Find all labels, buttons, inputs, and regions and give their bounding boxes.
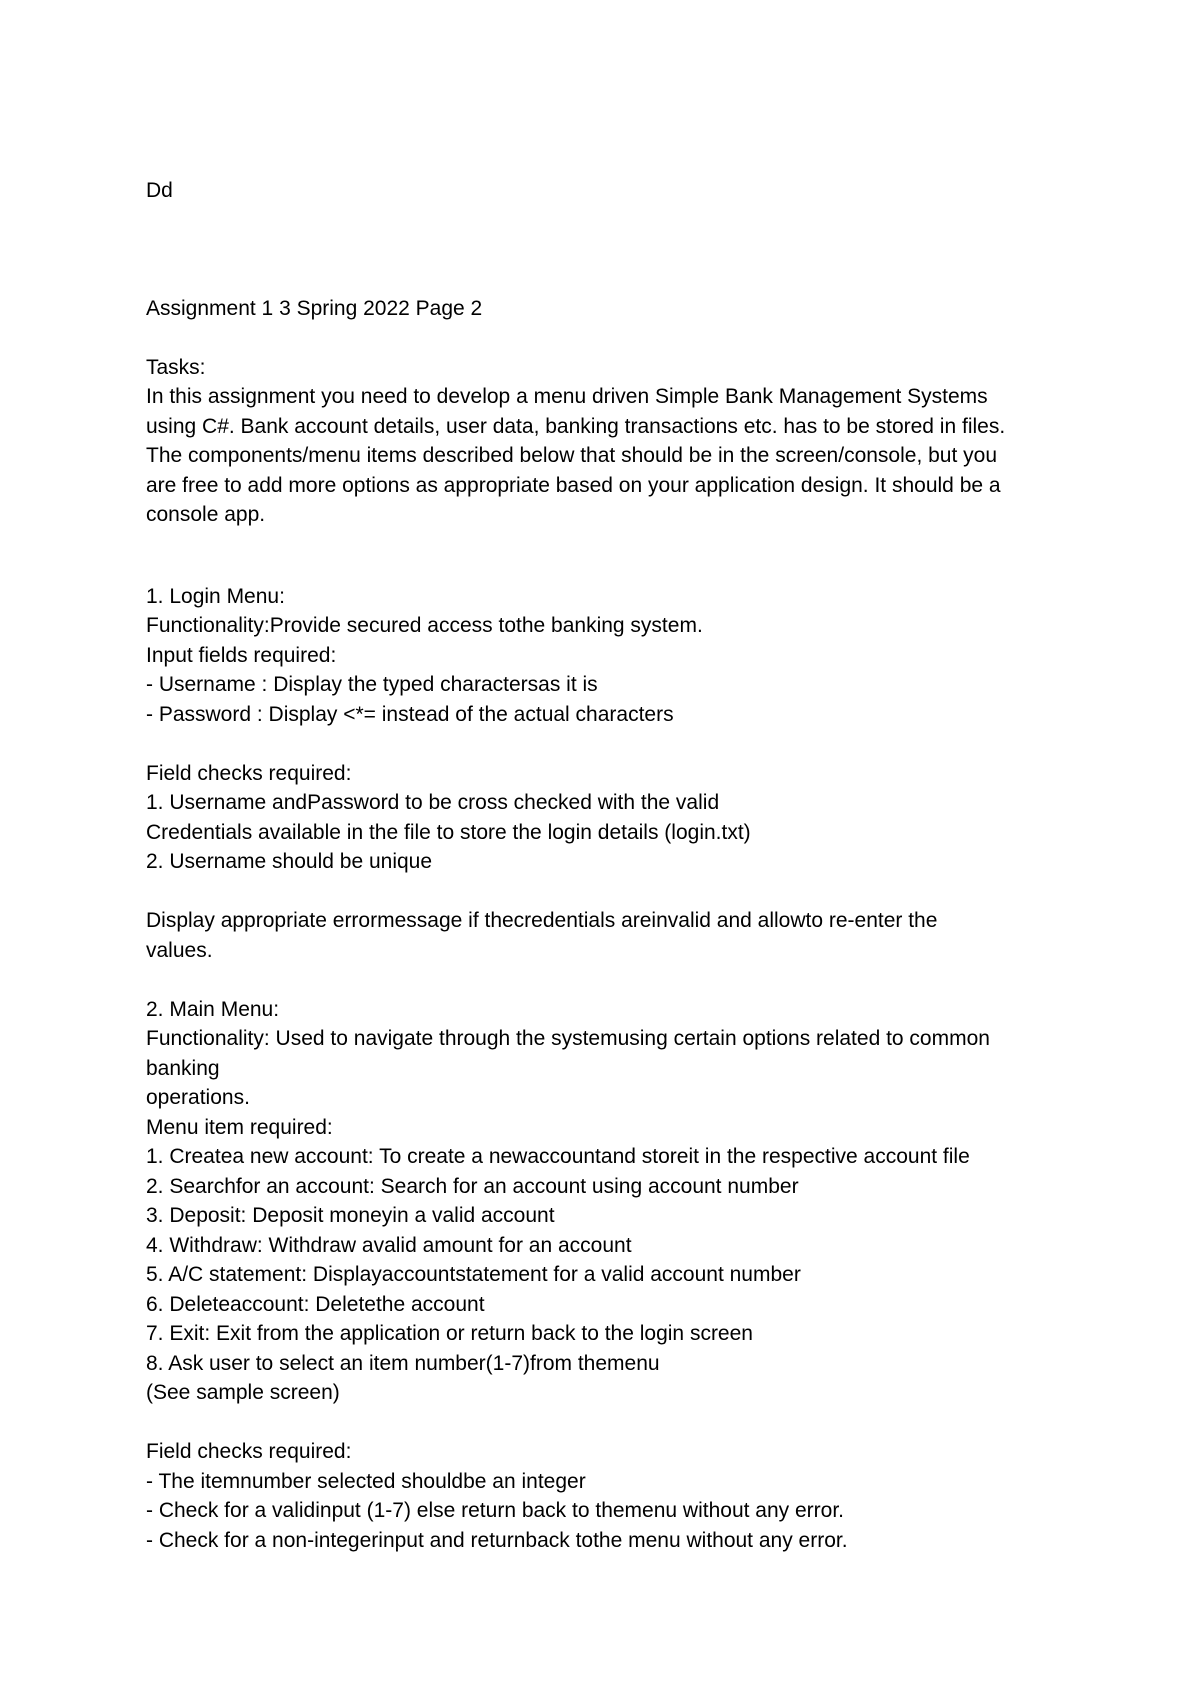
spacer — [146, 323, 1086, 353]
main-menu-item: 1. Createa new account: To create a newaccountand storeit in the respective account file — [146, 1145, 970, 1168]
main-menu-checks-label: Field checks required: — [146, 1440, 352, 1463]
login-input-item: - Username : Display the typed charactersas it is — [146, 673, 598, 696]
tasks-label: Tasks: — [146, 355, 206, 379]
login-functionality: Functionality:Provide secured access tothe banking system. — [146, 614, 703, 637]
main-menu-check-item: - Check for a validinput (1-7) else return back to themenu without any error. — [146, 1499, 845, 1522]
main-menu-title: 2. Main Menu: — [146, 997, 280, 1021]
login-error-line: Display appropriate errormessage if thecredentials areinvalid and allowto re-enter the — [146, 909, 938, 932]
main-menu-item: 2. Searchfor an account: Search for an account using account number — [146, 1174, 799, 1198]
main-menu-functionality: Functionality: Used to navigate through the systemusing certain options related to common — [146, 1027, 990, 1050]
login-checks-label: Field checks required: — [146, 761, 352, 785]
spacer — [146, 206, 1086, 294]
login-input-item: - Password : Display <*= instead of the actual characters — [146, 702, 674, 726]
main-menu-item: 5. A/C statement: Displayaccountstatement for a valid account number — [146, 1263, 801, 1286]
main-menu-check-item: - The itemnumber selected shouldbe an integer — [146, 1469, 586, 1493]
login-menu-title: 1. Login Menu: — [146, 584, 285, 608]
intro-line: using C#. Bank account details, user data, banking transactions etc. has to be stored in files. — [146, 414, 1006, 438]
intro-line: The components/menu items described below that should be in the screen/console, but you — [146, 444, 998, 467]
main-menu-check-item: - Check for a non-integerinput and returnback tothe menu without any error. — [146, 1528, 848, 1552]
main-menu-item: 3. Deposit: Deposit moneyin a valid account — [146, 1204, 555, 1227]
main-menu-item: 8. Ask user to select an item number(1-7)from themenu — [146, 1351, 660, 1375]
main-menu-item: (See sample screen) — [146, 1381, 340, 1404]
main-menu-item: 4. Withdraw: Withdraw avalid amount for an account — [146, 1233, 632, 1257]
spacer — [146, 1408, 1086, 1438]
login-check-item: 1. Username andPassword to be cross checked with the valid — [146, 791, 720, 814]
main-menu-item: 6. Deleteaccount: Deletethe account — [146, 1292, 485, 1316]
spacer — [146, 729, 1086, 759]
page-header: Assignment 1 3 Spring 2022 Page 2 — [146, 296, 483, 320]
intro-line: In this assignment you need to develop a menu driven Simple Bank Management Systems — [146, 385, 988, 408]
spacer — [146, 877, 1086, 907]
top-note: Dd — [146, 179, 173, 202]
intro-line: console app. — [146, 503, 266, 526]
main-menu-functionality: operations. — [146, 1086, 250, 1109]
login-check-item: 2. Username should be unique — [146, 850, 433, 873]
main-menu-functionality: banking — [146, 1056, 220, 1080]
main-menu-items-label: Menu item required: — [146, 1115, 333, 1139]
document-body — [146, 176, 1086, 1555]
intro-line: are free to add more options as appropriate based on your application design. It should be a — [146, 473, 1001, 497]
spacer — [146, 965, 1086, 995]
main-menu-item: 7. Exit: Exit from the application or return back to the login screen — [146, 1322, 753, 1345]
spacer — [146, 530, 1086, 582]
login-inputs-label: Input fields required: — [146, 643, 337, 667]
login-check-item: Credentials available in the file to store the login details (login.txt) — [146, 820, 751, 844]
login-error-line: values. — [146, 938, 213, 962]
